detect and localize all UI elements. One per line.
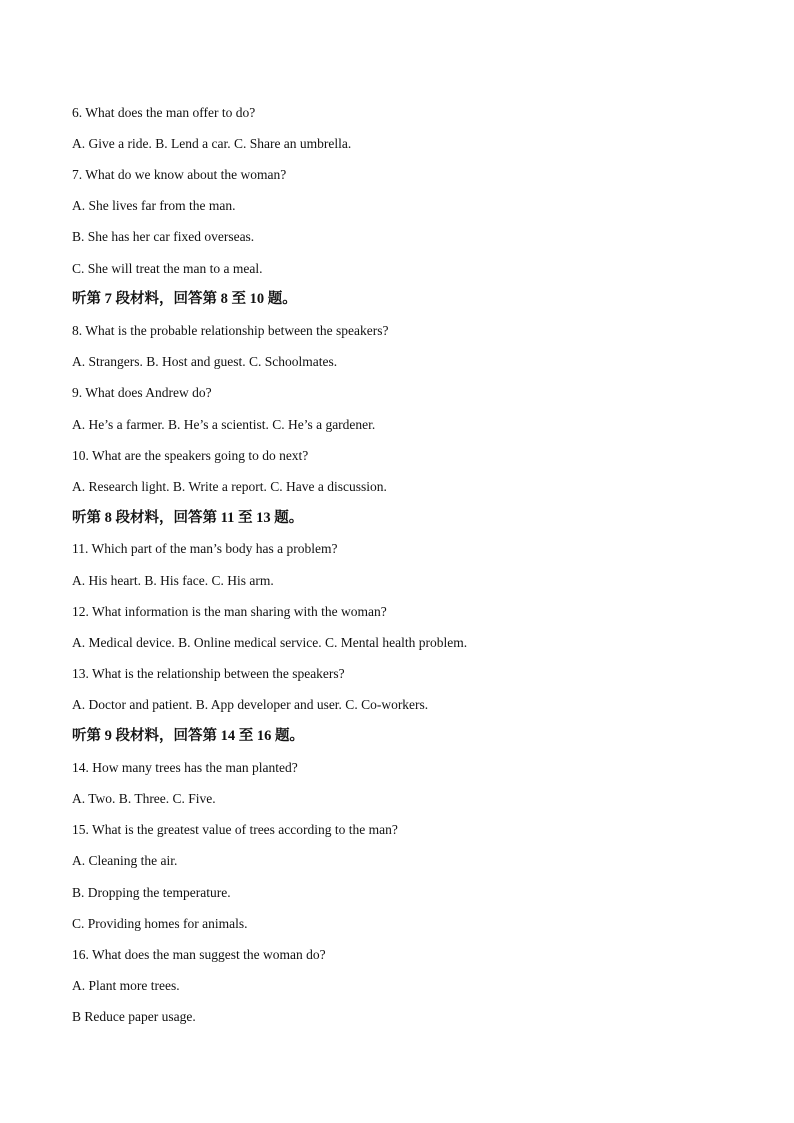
question-8: 8. What is the probable relationship between the speakers? [72, 323, 389, 338]
question-7-option-c: C. She will treat the man to a meal. [72, 261, 263, 276]
question-10: 10. What are the speakers going to do next? [72, 448, 309, 463]
question-16-option-a: A. Plant more trees. [72, 978, 180, 993]
question-6: 6. What does the man offer to do? [72, 105, 256, 120]
question-16: 16. What does the man suggest the woman do? [72, 947, 326, 962]
section-heading-9: 听第 9 段材料，回答第 14 至 16 题。 [72, 728, 304, 744]
question-15-option-c: C. Providing homes for animals. [72, 916, 248, 931]
question-8-options: A. Strangers. B. Host and guest. C. Schoolmates. [72, 354, 338, 369]
question-7: 7. What do we know about the woman? [72, 167, 287, 182]
question-12-options: A. Medical device. B. Online medical service. C. Mental health problem. [72, 635, 468, 650]
question-6-options: A. Give a ride. B. Lend a car. C. Share an umbrella. [72, 136, 352, 151]
section-heading-7: 听第 7 段材料，回答第 8 至 10 题。 [72, 291, 297, 307]
question-15-option-b: B. Dropping the temperature. [72, 885, 231, 900]
question-9: 9. What does Andrew do? [72, 385, 212, 400]
question-11: 11. Which part of the man’s body has a problem? [72, 541, 338, 556]
section-heading-8: 听第 8 段材料，回答第 11 至 13 题。 [72, 510, 304, 526]
question-13-options: A. Doctor and patient. B. App developer and user. C. Co-workers. [72, 697, 429, 712]
question-11-options: A. His heart. B. His face. C. His arm. [72, 573, 274, 588]
question-15: 15. What is the greatest value of trees according to the man? [72, 822, 398, 837]
question-12: 12. What information is the man sharing with the woman? [72, 604, 387, 619]
question-7-option-b: B. She has her car fixed overseas. [72, 229, 255, 244]
question-10-options: A. Research light. B. Write a report. C. Have a discussion. [72, 479, 387, 494]
question-14-options: A. Two. B. Three. C. Five. [72, 791, 216, 806]
question-13: 13. What is the relationship between the speakers? [72, 666, 345, 681]
question-14: 14. How many trees has the man planted? [72, 760, 298, 775]
question-7-option-a: A. She lives far from the man. [72, 198, 236, 213]
question-9-options: A. He’s a farmer. B. He’s a scientist. C. He’s a gardener. [72, 417, 376, 432]
question-15-option-a: A. Cleaning the air. [72, 853, 178, 868]
question-16-option-b: B Reduce paper usage. [72, 1009, 196, 1024]
